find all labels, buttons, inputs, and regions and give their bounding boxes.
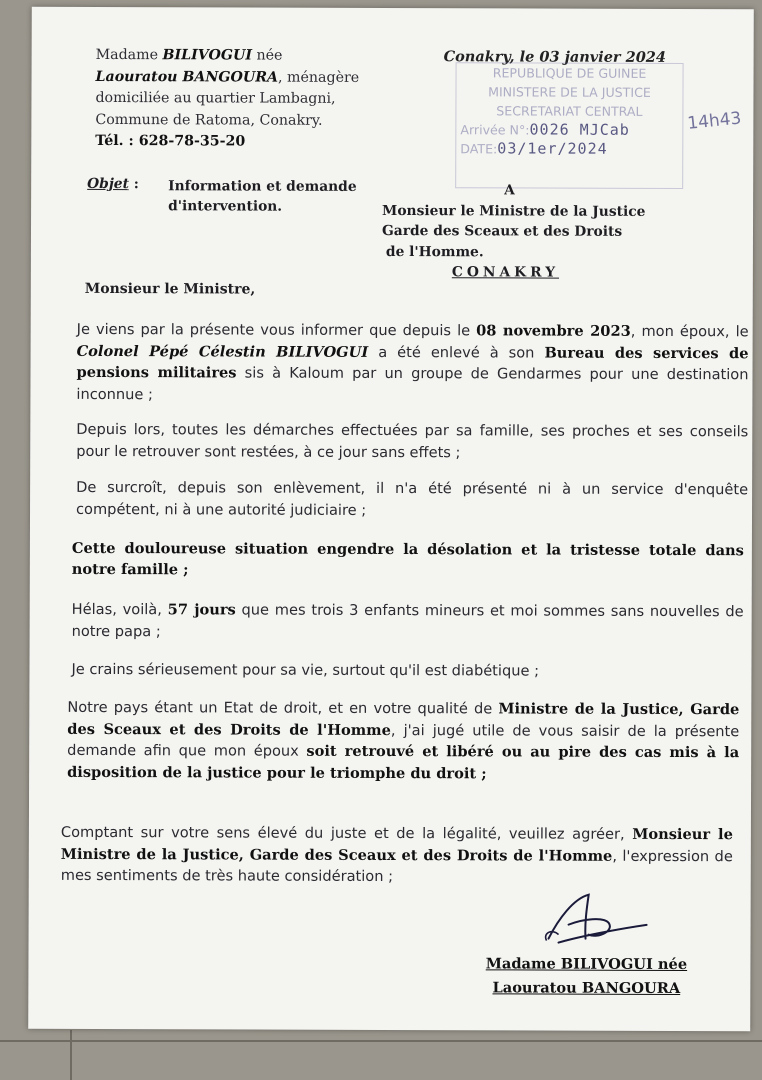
sender-name: Laouratou BANGOURA xyxy=(95,68,279,86)
paragraph xyxy=(61,822,733,889)
stamp-line: MINISTERE DE LA JUSTICE xyxy=(488,84,651,100)
sender-occupation: , ménagère xyxy=(278,69,360,86)
text-run: sis à Kaloum par un groupe de Gendarmes pour une destination inconnue ; xyxy=(76,364,749,403)
text-run-bold: 57 jours xyxy=(167,601,236,619)
sender-prefix: Madame xyxy=(95,46,163,64)
handwritten-signature xyxy=(529,888,659,948)
paragraph xyxy=(67,697,739,785)
reception-stamp xyxy=(455,62,683,189)
subject-label-word: Objet xyxy=(87,175,130,193)
paragraph xyxy=(76,319,748,407)
subject-line: Information et demande xyxy=(168,178,357,195)
text-run: Comptant sur votre sens élevé du juste et de la légalité, veuillez agréer, xyxy=(60,823,633,843)
stamp-date xyxy=(456,139,682,159)
text-run: , mon époux, le xyxy=(630,322,749,341)
recipient-city: CONAKRY xyxy=(451,264,560,281)
paragraph-bold: Cette douloureuse situation engendre la désolation et la tristesse totale dans notre famille ; xyxy=(71,539,744,579)
text-run: que mes trois 3 enfants mineurs et moi sommes sans nouvelles de notre papa ; xyxy=(71,601,744,640)
text-run-bold: soit retrouvé et libéré ou au pire des cas mis à la disposition de la justice pour le triomphe du droit ; xyxy=(67,742,740,782)
subject-label xyxy=(87,176,139,192)
recipient-line: de l'Homme. xyxy=(385,243,484,260)
letter-date: Conakry, le 03 janvier 2024 xyxy=(443,48,667,66)
text-run-bold: Monsieur le Ministre de la Justice, Garde des Sceaux et des Droits de l'Homme xyxy=(60,825,733,865)
recipient-block xyxy=(382,180,722,284)
stamp-date-label: DATE: xyxy=(460,141,498,157)
sender-nee: née xyxy=(251,47,283,64)
text-run-bold: 08 novembre 2023 xyxy=(476,322,631,340)
recipient-prefix: A xyxy=(504,182,515,199)
recipient-line: Garde des Sceaux et des Droits xyxy=(381,222,623,240)
stamp-line: REPUBLIQUE DE GUINEE xyxy=(492,65,647,81)
paragraph: De surcroît, depuis son enlèvement, il n'a été présenté ni à un service d'enquête compétent, ni à une autorité judiciaire ; xyxy=(76,478,749,519)
text-run: Hélas, voilà, xyxy=(71,600,168,619)
sender-phone: Tél. : 628-78-35-20 xyxy=(95,132,246,150)
stamp-date-value: 03/1er/2024 xyxy=(497,139,608,158)
subject-label-colon: : xyxy=(128,176,139,193)
stamp-arrival-label: Arrivée N°: xyxy=(460,122,530,138)
text-run-bold: Bureau des services de pensions militaires xyxy=(76,344,749,382)
paragraph: Depuis lors, toutes les démarches effectuées par sa famille, ses proches et ses conseils pour le retrouver sont restées, à ce jour sans effets ; xyxy=(76,420,749,461)
text-run: Je viens par la présente vous informer que depuis le xyxy=(76,320,477,340)
signatory-line: Laouratou BANGOURA xyxy=(492,979,681,998)
subject-text xyxy=(168,176,408,217)
floor-tile-line xyxy=(70,1030,72,1080)
sender-address-line: domiciliée au quartier Lambagni, xyxy=(95,89,336,107)
stamp-time-note: 14h43 xyxy=(686,108,743,134)
text-run: Notre pays étant un Etat de droit, et en votre qualité de xyxy=(67,698,499,718)
stamp-arrival xyxy=(456,120,682,140)
stamp-arrival-value: 0026 MJCab xyxy=(529,120,630,139)
sender-address-line: Commune de Ratoma, Conakry. xyxy=(95,111,323,129)
floor-tile-line xyxy=(0,1040,762,1042)
signatory-line: Madame BILIVOGUI née xyxy=(485,955,688,974)
letter-paper xyxy=(28,7,754,1032)
sender-block xyxy=(95,45,435,154)
salutation: Monsieur le Ministre, xyxy=(84,280,256,298)
text-run-bold: Colonel Pépé Célestin BILIVOGUI xyxy=(76,342,369,361)
subject-line: d'intervention. xyxy=(168,198,283,215)
text-run: a été enlevé à son xyxy=(368,343,545,362)
sender-surname: BILIVOGUI xyxy=(162,47,253,64)
text-run: , l'expression de mes sentiments de très haute considération ; xyxy=(60,847,733,886)
signatory-name xyxy=(466,952,706,1001)
text-run: , j'ai jugé utile de vous saisir de la présente demande afin que mon époux xyxy=(67,721,740,760)
recipient-line: Monsieur le Ministre de la Justice xyxy=(382,202,646,220)
text-run-bold: Ministre de la Justice, Garde des Sceaux et des Droits de l'Homme xyxy=(67,700,740,739)
stamp-line: SECRETARIAT CENTRAL xyxy=(496,103,643,119)
paragraph xyxy=(72,599,744,644)
paragraph: Je crains sérieusement pour sa vie, surtout qu'il est diabétique ; xyxy=(71,660,540,680)
